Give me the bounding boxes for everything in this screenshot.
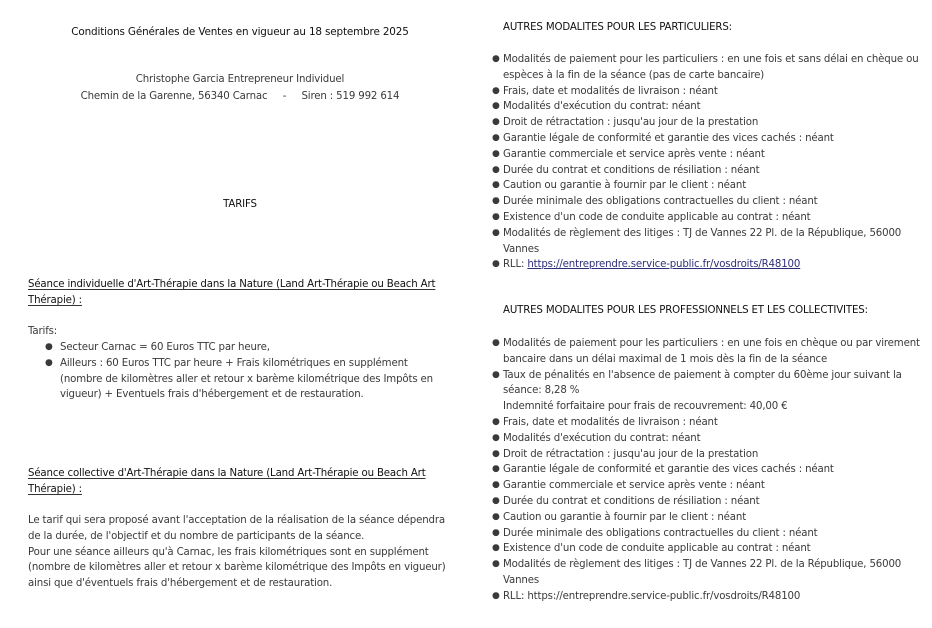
bullet-icon: ● xyxy=(492,132,500,143)
collective-paragraph-2: Pour une séance ailleurs qu'à Carnac, les frais kilométriques sont en supplément (nombre de kilomètres aller et retour x barème kilométrique des Impôts en vigueur) ainsi que d'éventuels frais d'hébergement et de restauration. xyxy=(28,546,446,590)
bullet-icon: ● xyxy=(492,227,500,238)
tarifs-heading: TARIFS xyxy=(223,199,257,210)
bullet-icon: ● xyxy=(492,464,500,475)
bullet-icon: ● xyxy=(492,117,500,128)
list-item: ● Modalités de paiement pour les particuliers : en une fois en chèque ou par virement bancaire dans un délai maximal de 1 mois dès la fin de la séance xyxy=(492,338,920,365)
individual-session-heading: Séance individuelle d'Art-Thérapie dans la Nature (Land Art-Thérapie ou Beach Art Thérapie) : xyxy=(28,279,436,306)
right-page xyxy=(466,0,932,628)
collective-paragraph-1: Le tarif qui sera proposé avant l'acceptation de la réalisation de la séance dépendra de la durée, de l'objectif et du nombre de participants de la séance. xyxy=(28,515,445,542)
professionnels-heading: AUTRES MODALITES POUR LES PROFESSIONNELS ET LES COLLECTIVITES: xyxy=(503,305,868,316)
list-item: ● Garantie commerciale et service après vente : néant xyxy=(503,147,923,163)
bullet-icon: ● xyxy=(492,432,500,443)
list-item: ● Ailleurs : 60 Euros TTC par heure + Frais kilométriques en supplément (nombre de kilomètres aller et retour x barème kilométrique des Impôts en vigueur) + Eventuels frais d'hébergement et de restauration. xyxy=(45,357,433,401)
list-item-rll xyxy=(492,589,923,605)
list-item: ● Modalités de règlement des litiges : TJ de Vannes 22 Pl. de la République, 56000 Vannes xyxy=(492,559,902,586)
indemnity-text: Indemnité forfaitaire pour frais de recouvrement: 40,00 € xyxy=(503,401,788,413)
list-item: ● Frais, date et modalités de livraison : néant xyxy=(503,84,923,100)
list-item: ● Modalités d'exécution du contrat: néant xyxy=(503,99,923,115)
bullet-icon: ● xyxy=(492,416,500,427)
bullet-icon: ● xyxy=(492,164,500,175)
company-address-line xyxy=(0,89,480,106)
professionnels-list xyxy=(492,336,923,605)
bullet-icon: ● xyxy=(45,357,53,368)
bullet-icon: ● xyxy=(492,448,500,459)
collective-session-text xyxy=(28,513,448,592)
bullet-icon: ● xyxy=(492,480,500,491)
bullet-icon: ● xyxy=(492,211,500,222)
particuliers-heading: AUTRES MODALITES POUR LES PARTICULIERS: xyxy=(503,22,732,33)
bullet-icon: ● xyxy=(492,85,500,96)
individual-tarifs-list xyxy=(45,340,450,403)
list-item: ● Secteur Carnac = 60 Euros TTC par heure, xyxy=(60,340,450,356)
document-title: Conditions Générales de Ventes en vigueur au 18 septembre 2025 xyxy=(71,26,409,38)
particuliers-list xyxy=(492,52,923,273)
bullet-icon: ● xyxy=(492,495,500,506)
list-item: ● Durée du contrat et conditions de résiliation : néant xyxy=(503,494,923,510)
bullet-icon: ● xyxy=(492,527,500,538)
rll-label: RLL: xyxy=(503,259,528,271)
company-address: Chemin de la Garenne, 56340 Carnac xyxy=(80,90,268,102)
bullet-icon: ● xyxy=(492,54,500,64)
list-item: ● Durée minimale des obligations contractuelles du client : néant xyxy=(503,526,923,542)
company-name: Christophe Garcia Entrepreneur Individuel xyxy=(135,74,345,85)
bullet-icon: ● xyxy=(492,590,500,601)
bullet-icon: ● xyxy=(492,338,500,348)
bullet-icon: ● xyxy=(492,559,500,570)
list-item: ● Frais, date et modalités de livraison : néant xyxy=(503,415,923,431)
bullet-icon: ● xyxy=(492,101,500,112)
bullet-icon: ● xyxy=(45,342,53,352)
company-siren: Siren : 519 992 614 xyxy=(301,90,400,102)
list-item: ● Caution ou garantie à fournir par le client : néant xyxy=(503,510,923,526)
list-item: ● Garantie légale de conformité et garantie des vices cachés : néant xyxy=(503,462,923,478)
list-item: ● Garantie commerciale et service après vente : néant xyxy=(503,478,923,494)
bullet-icon: ● xyxy=(492,369,500,380)
bullet-icon: ● xyxy=(492,180,500,191)
list-item: ● Garantie légale de conformité et garantie des vices cachés : néant xyxy=(503,131,923,147)
list-item: ● Existence d'un code de conduite applicable au contrat : néant xyxy=(503,541,923,557)
list-item: ● Droit de rétractation : jusqu'au jour de la prestation xyxy=(503,447,923,463)
bullet-icon: ● xyxy=(492,511,500,522)
list-item: ● Caution ou garantie à fournir par le client : néant xyxy=(503,178,923,194)
bullet-icon: ● xyxy=(492,259,500,270)
list-item: ● Modalités d'exécution du contrat: néant xyxy=(503,431,923,447)
list-item-rll xyxy=(492,257,923,273)
list-item: ● Existence d'un code de conduite applicable au contrat : néant xyxy=(503,210,923,226)
list-item: ● Durée du contrat et conditions de résiliation : néant xyxy=(503,163,923,179)
company-info xyxy=(0,72,480,105)
bullet-icon: ● xyxy=(492,543,500,554)
collective-session-heading: Séance collective d'Art-Thérapie dans la Nature (Land Art-Thérapie ou Beach Art Thérapie) : xyxy=(28,468,426,495)
rll-label: RLL: xyxy=(503,590,528,602)
rll-link[interactable]: https://entreprendre.service-public.fr/vosdroits/R48100 xyxy=(527,259,801,271)
tarifs-label: Tarifs: xyxy=(28,326,58,337)
separator: - xyxy=(282,90,287,102)
list-item: ● Taux de pénalités en l'absence de paiement à compter du 60ème jour suivant la séance: 8,28 % Indemnité forfaitaire pour frais de recouvrement: 40,00 € xyxy=(492,369,902,413)
list-item: ● Modalités de paiement pour les particuliers : en une fois et sans délai en chèque ou espèces à la fin de la séance (pas de carte bancaire) xyxy=(492,54,919,81)
bullet-icon: ● xyxy=(492,196,500,207)
list-item: ● Durée minimale des obligations contractuelles du client : néant xyxy=(503,194,923,210)
bullet-icon: ● xyxy=(492,148,500,159)
list-item: ● Modalités de règlement des litiges : TJ de Vannes 22 Pl. de la République, 56000 Vannes xyxy=(492,227,902,255)
list-item: ● Droit de rétractation : jusqu'au jour de la prestation xyxy=(503,115,923,131)
rll-url-text: https://entreprendre.service-public.fr/vosdroits/R48100 xyxy=(527,590,801,602)
